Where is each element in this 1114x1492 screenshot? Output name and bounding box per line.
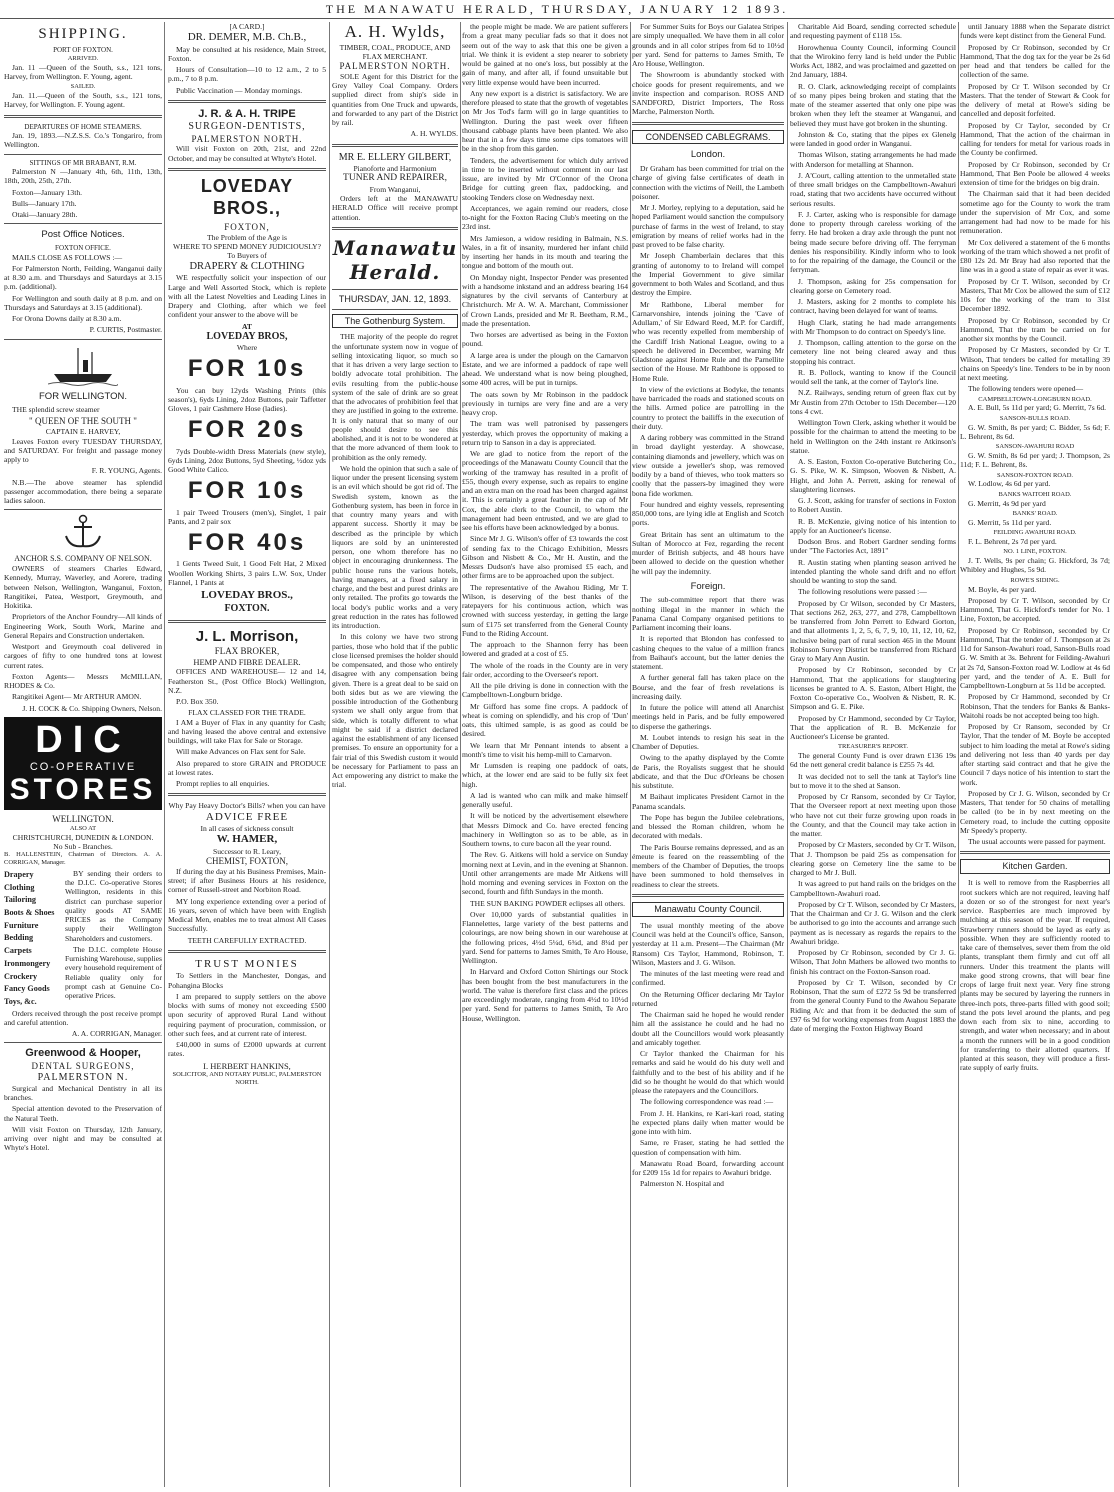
doctor-text: Hours of Consultation—10 to 12 a.m., 2 to 5 p.m., 7 to 8 p.m. xyxy=(168,65,326,84)
news-paragraph: The Paris Bourse remains depressed, and as an émeute is feared on the reassembling of the members of the Chamber of Deputies, the troops have been summoned to hold themselves in readiness to clear the streets. xyxy=(632,842,784,889)
greenwood-location: PALMERSTON N. xyxy=(37,1071,129,1083)
tender-heading: BANKS WAITOHI ROAD. xyxy=(998,490,1072,498)
post-office-sub: FOXTON OFFICE. xyxy=(55,244,111,253)
mails-heading: MAILS CLOSE AS FOLLOWS :— xyxy=(12,252,123,262)
loveday-to: To Buyers of xyxy=(227,251,267,261)
gothenburg-text: We hold the opinion that such a sale of liquor under the present licensing system is an evil which should be got rid of. The Swedish system, known as the Gothenburg system, has been in force in that country many years and with apparent success. Shortly it may be described as the principle by which liquors are sold by an uninterested person, one whom therefore has no object in encouraging drunkenness. The public house runs the various hotels, having managers, at a fixed salary in charge, and the best and purest drinks are only retailed. The profits go towards the local body's public works and a very great reduction in the rates has followed its introduction. xyxy=(332,463,458,631)
news-paragraph: Wellington Town Clerk, asking whether it would be possible for the chairman to attend the meeting to be held in Wellington on the 24th instant re Atkinson's statue. xyxy=(790,418,956,455)
hamer-chemist: CHEMIST, FOXTON, xyxy=(206,855,288,866)
news-paragraph: All the pile driving is done in connection with the Campbelltown-Longburn bridge. xyxy=(462,681,628,700)
gothenburg-text: In this colony we have two strong parties, those who hold that if the public close licensed premises the holder should be compensated, and those who entirely disagree with any compensation being given. There is a great deal to be said on both sides but as we are viewing the possible introduction of the Gothenburg system we shall only argue from that side, which is totally different to what might be said if a district declared against the establishment of any licensed premises. To ensure an opportunity for a fair trial of this Swedish custom it would be necessary for Parliament to pass an Act empowering any district to make the trial. xyxy=(332,632,458,790)
news-paragraph: A further general fall has taken place on the Bourse, and the fear of fresh revelations is increasing daily. xyxy=(632,673,784,701)
tender-item: G. W. Smith, 8s 6d per yard; J. Thompson, 2s 11d; F. L. Behrent, 8s. xyxy=(960,451,1110,470)
dic-advert xyxy=(4,869,162,1009)
morrison-text: Will make Advances on Flax sent for Sale. xyxy=(176,747,306,757)
news-paragraph: Proposed by Cr Ransom, seconded by Cr Taylor, That the Overseer report at next meeting upon those who have not cut their furze growing upon roads in the County, and that the Council may take action in the matter. xyxy=(790,792,956,839)
hamer-why: Why Pay Heavy Doctor's Bills? when you can have xyxy=(168,801,326,811)
dic-location: WELLINGTON. xyxy=(52,813,114,824)
news-paragraph: Acceptances, we again remind our readers, close to-night for the Foxton Racing Club's meeting on the 23rd inst. xyxy=(462,203,628,232)
dic-stores-banner xyxy=(4,717,162,810)
divider xyxy=(168,793,326,796)
hamer-successor: Successor to R. Leary, xyxy=(212,846,282,856)
divider xyxy=(168,620,326,623)
trust-text: £40,000 in sums of £2000 upwards at current rates. xyxy=(168,1040,326,1059)
mails-text: For Wellington and south daily at 8 p.m. and on Thursdays and Saturdays at 3.15 (additional). xyxy=(4,293,162,312)
dic-dept: Bedding xyxy=(4,933,34,943)
news-paragraph: Proposed by Cr Hammond, seconded by Cr Robinson, That the tenders for Banks & Banks-Waitohi roads be not accepted being too high. xyxy=(960,692,1110,720)
news-paragraph: R. O. Clark, acknowledging receipt of complaints of so many pipes being broken and stating that the mate of the steamer asserted that only one pipe was broken when they left the steamer at Wanganui, and believed they must have got broken in the shunting. xyxy=(790,81,956,128)
news-paragraph: Since Mr J. G. Wilson's offer of £3 towards the cost of sending fax to the Chicago Exhibition, Messrs Gibson and Nisbett & Co., Mr H. Austin, and the Messrs Dudson's have also promised £5 each, and other firms are to be approached upon the subject. xyxy=(462,534,628,581)
news-paragraph: The sub-committee report that there was nothing illegal in the manner in which the Panama Canal Company organised petitions to Parliament incoming their loans. xyxy=(632,595,784,633)
news-paragraph: N.Z. Railways, sending return of green flax cut by Mr Austin from 27th October to 15th December—120 tons 4 cwt. xyxy=(790,388,956,416)
news-paragraph: Proposed by Cr Ransom, seconded by Cr Taylor, That the tender of M. Boyle be accepted subject to him loading the metal at Rowe's siding and delivering not less than 40 yards per day after starting said contract and that he give the Council 7 days notice of his intention to start the work. xyxy=(960,722,1110,787)
tender-item: G. Merritt, 5s 11d per yard. xyxy=(968,517,1052,527)
tender-item: M. Boyle, 4s per yard. xyxy=(968,584,1037,594)
news-paragraph: Mr Lumsden is reaping one paddock of oats, which, at the lower end are said to be fully six feet high. xyxy=(462,761,628,789)
dic-orders: Orders received through the post receive prompt and careful attention. xyxy=(4,1008,162,1027)
divider xyxy=(632,894,784,897)
news-paragraph: Dodson Bros. and Robert Gardner sending forms under "The Factories Act, 1891" xyxy=(790,537,956,556)
trust-text: I am prepared to supply settlers on the above blocks with sums of money not exceeding £500 upon security of approved Rural Land without requiring payment of procuration, commission, or other such fees, and at current rate of interest. xyxy=(168,991,326,1038)
loveday-bros: LOVEDAY BROS, xyxy=(206,330,288,342)
tripe-text: Will visit Foxton on 20th, 21st, and 22nd October, and may be consulted at Whyte's Hotel. xyxy=(168,144,326,163)
news-paragraph: Proposed by Cr Robinson, seconded by Cr Hammond, That the dog tax for the year be 2s 6d per head and that tenders be called for the collection of the same. xyxy=(960,42,1110,80)
news-paragraph: On the Returning Officer declaring Mr Taylor returned xyxy=(632,989,784,1008)
tender-item: W. Lodlow, 4s 6d per yard. xyxy=(968,479,1051,489)
hamer-text: MY long experience extending over a period of 16 years, seven of which have been with English Medical Men, enables me to treat almost All Cases Successfully. xyxy=(168,896,326,934)
loveday-text: WE respectfully solicit your inspection of our Large and Well Assorted Stock, which is replete with all the Latest Novelties and Leading Lines in Drapery and Clothing, after which we feel confident your answer to the above will be xyxy=(168,273,326,320)
loveday-question: WHERE TO SPEND MONEY JUDICIOUSLY? xyxy=(172,242,322,252)
divider xyxy=(4,1042,162,1043)
news-paragraph: Two horses are advertised as being in the Foxton pound. xyxy=(462,330,628,349)
news-paragraph: M. Loubet intends to resign his seat in the Chamber of Deputies. xyxy=(632,732,784,752)
news-paragraph: Proposed by Cr Robinson, seconded by Cr Hammond, That Ben Poole be allowed 4 weeks extension of time for the bridges on big drain. xyxy=(960,159,1110,187)
doctor-text: May be consulted at his residence, Main Street, Foxton. xyxy=(168,44,326,63)
news-paragraph: Charitable Aid Board, sending corrected schedule and requesting payment of £118 15s. xyxy=(790,22,956,41)
news-paragraph: Proposed by Cr Wilson, seconded by Cr Masters, That sections 262, 263, 277, and 278, Campbelltown be transferred from John Perrett to Edward Gorton, and that allotments 1, 2, 5, 6, 7, 9, 10, 11, 12, 10, 62, inclusive being part of rural section 465 in the Mount Robinson Survey District be transferred from Richard Gray to Mary Ann Austin. xyxy=(790,598,956,663)
news-paragraph: The following resolutions were passed :— xyxy=(798,587,927,597)
offer-text: 7yds Double-width Dress Materials (new style), 6yds Lining, 2doz Buttons, 5yd Sheeting, ½doz yds Good White Calico. xyxy=(168,446,326,475)
news-paragraph: The minutes of the last meeting were read and confirmed. xyxy=(632,969,784,988)
dic-title: DIC xyxy=(35,718,131,761)
divider xyxy=(4,154,162,155)
news-paragraph: Any new export is a district is satisfactory. We are therefore pleased to state that the growth of vegetables on Mr Jos Tod's farm will go in large quantities to Wellington. During the past week over fifteen thousand cabbage plants have been planted. We also hear that in a few days time some cips tomatoes will be in the shop from this garden. xyxy=(462,88,628,154)
news-paragraph: For Summer Suits for Boys our Galatea Stripes are simply unequalled. We have them in all color grounds and in all color stripes from 6d to 10½d per yard. Send for patterns to James Smith, Te Aro House, Wellington. xyxy=(632,22,784,68)
dic-dept: Furniture xyxy=(4,920,39,930)
news-paragraph: Mrs Jamieson, a widow residing in Balmain, N.S. Wales, in a fit of insanity, murdered her infant child by inserting her hands in its mouth and tearing the tongue and bottom of the mouth out. xyxy=(462,233,628,271)
tender-heading: SANSON-FOXTON ROAD. xyxy=(996,471,1074,479)
news-paragraph: Manawatu Road Board, forwarding account for £209 15s 1d for repairs to Awahuri bridge. xyxy=(632,1158,784,1178)
news-paragraph: Proposed by Cr T. Wilson seconded by Cr Masters. That the tender of Stewart & Cook for the delivery of metal at Rowe's siding be cancelled and deposit forfeited. xyxy=(960,81,1110,119)
news-paragraph: A lad is wanted who can milk and make himself generally useful. xyxy=(462,790,628,809)
news-paragraph: Four hundred and eighty vessels, representing 850,000 tons, are lying idle at English and Scotch ports. xyxy=(632,499,784,528)
dic-manager: A. A. CORRIGAN, Manager. xyxy=(71,1029,162,1039)
arrived-text: Jan. 11 —Queen of the South, s.s., 121 tons, Harvey, from Wellington. F. Young, agent. xyxy=(4,62,162,81)
news-paragraph: Cr Taylor thanked the Chairman for his remarks and said he would do his duty well and faithfully and to the best of his ability and if he did so he thought he would do that which would please the ratepayers and the Councillors. xyxy=(632,1049,784,1096)
news-paragraph: F. J. Carter, asking who is responsible for damage done to property through careless working of the ferry. He had broken a dray axle through the punt not being made secure before driving off. The ferryman denies his responsibility. Kindly inform who to look to for the repairing of the damage, the Council or the ferryman. xyxy=(790,209,956,275)
gilbert-sub2: TUNER AND REPAIRER, xyxy=(343,173,447,184)
news-paragraph: The following tenders were opened— xyxy=(968,384,1084,394)
agent: F. R. YOUNG, Agents. xyxy=(91,466,162,476)
news-paragraph: It was agreed to put hand rails on the bridges on the Campbelltown-Awahuri road. xyxy=(790,879,956,898)
dic-dept: Clothing xyxy=(4,882,35,892)
offer-text: 1 pair Tweed Trousers (men's), Singlet, 1 pair Pants, and 2 pair sox xyxy=(168,507,326,526)
greenwood-text: Surgical and Mechanical Dentistry in all its branches. xyxy=(4,1083,162,1103)
advice-free: ADVICE FREE xyxy=(205,810,289,823)
departures-text: Jan. 19, 1893.—N.Z.S.S. Co.'s Tongariro, from Wellington. xyxy=(4,131,162,150)
news-paragraph: Proposed by Cr T. Wilson, seconded by Cr Masters, That the Chairman and Cr J. G. Wilson and the clerk be authorised to go into the accounts and arrange such payment as is necessary as regards the repairs to the Awahuri bridge. xyxy=(790,899,956,946)
news-paragraph: It was decided not to sell the tank at Taylor's line but to move it to the shed at Sanson. xyxy=(790,771,956,790)
loveday-at: AT xyxy=(242,321,252,331)
news-paragraph: The whole of the roads in the County are in very fair order, according to the Overseer's report. xyxy=(462,660,628,679)
newspaper-nameplate: Manawatu Herald. xyxy=(332,235,458,285)
loveday-where: Where xyxy=(236,343,258,353)
mails-text: For Orona Downs daily at 8.30 a.m. xyxy=(12,314,122,324)
divider xyxy=(4,339,162,340)
sittings-item: Bulls—January 17th. xyxy=(12,198,77,208)
news-paragraph: Mr Rathbone, Liberal member for Carnarvonshire, intends joining the 'Cave of Adullam,' of Sir Edward Reed, M.P. for Cardiff, who was recently expelled from membership of the Cardiff Irish National League, owing to a speech he delivered in December, warning Mr Gladstone against Home Rule and the Parnellite section of the House. Mr Rathbone is opposed to Home Rule. xyxy=(632,299,784,383)
county-council-heading: Manawatu County Council. xyxy=(632,902,784,917)
gothenburg-heading: The Gothenburg System. xyxy=(332,314,458,329)
news-paragraph: Proposed by Cr T. Wilson, seconded by Cr Robinson, That the sum of £272 5s 9d be transferred from the general County Fund to the Awahou Separate Riding A/c and that from it be deducted the sum of £97 6s 9d for working expenses from August 1883 the date of merging the Foxton Highway Board xyxy=(790,977,956,1034)
dateline: THURSDAY, JAN. 12, 1893. xyxy=(338,293,452,304)
column-2 xyxy=(168,22,326,1487)
divider xyxy=(168,100,326,103)
divider xyxy=(168,168,326,171)
port-heading: PORT OF FOXTON. xyxy=(53,46,113,55)
tender-item: F. L. Behrent, 2s 7d per yard. xyxy=(968,536,1057,546)
greenwood-hooper-heading: Greenwood & Hooper, xyxy=(25,1047,141,1060)
wylds-signature: A. H. WYLDS. xyxy=(410,129,458,139)
steamer-text: THE splendid screw steamer xyxy=(12,405,100,415)
news-paragraph: The approach to the Shannon ferry has been lowered and graded at a cost of £5. xyxy=(462,640,628,659)
news-paragraph: The usual accounts were passed for payment. xyxy=(968,837,1106,847)
postmaster: P. CURTIS, Postmaster. xyxy=(89,325,162,335)
divider xyxy=(332,309,458,310)
column-7 xyxy=(960,22,1110,1487)
news-paragraph: Over 10,000 yards of substantial qualities in Flannelettes, large variety of the best patterns and colourings, are now being shown in our warehouse at the following prices, 4½d 5¼d, 6¾d, and 8¼d per yard. Send for patterns to James Smith, Te Aro House, Wellington. xyxy=(462,909,628,965)
news-paragraph: Proposed by Cr Robinson, seconded by Cr Hammond, That the tender of J. Thompson at 2s 11d for Sanson-Awahuri road, Sanson-Bulls road G. W. Smith at 3s. Behrent for Feilding-Awahuri at 2s 7d, Sanson-Foxton road W. Lodlow at 4s 6d per yard, and the tender of A. E. Bull for Campbelltown-Longburn at 5s 11d be accepted. xyxy=(960,625,1110,691)
news-paragraph: Mr Cox delivered a statement of the 6 months working of the tram which showed a net profit of £80 12s 2d. Mr Bray had also reported that the line was in a good a state of repair as ever it was. xyxy=(960,237,1110,275)
news-paragraph: A daring robbery was committed in the Strand in broad daylight yesterday. A showcase, containing diamonds and jewellery, which was on view outside a jeweller's shop, was removed bodily by a band of thieves, who took matters so coolly that the passers-by imagined they were bona fide workmen. xyxy=(632,433,784,498)
news-paragraph: Owing to the apathy displayed by the Comte de Paris, the Royalists suggest that he should abdicate, and that the Duc d'Orleans be chosen his substitute. xyxy=(632,753,784,791)
mails-text: For Palmerston North, Feilding, Wanganui daily at 8.30 a.m. and Thursdays and Saturdays at 3.15 p.m. (additional). xyxy=(4,263,162,292)
news-paragraph: Proposed by Cr T. Wilson, seconded by Cr Hammond, That G. Hickford's tender for No. 1 Line, Foxton, be accepted. xyxy=(960,595,1110,624)
sailed-heading: SAILED. xyxy=(70,83,96,91)
tripe-sub: SURGEON-DENTISTS, xyxy=(188,121,306,133)
news-paragraph: Great Britain has sent an ultimatum to the Sultan of Morocco at Fez, regarding the recent murder of British subjects, and 48 hours have been allowed to decide on the question whether he will pay the indemnity. xyxy=(632,529,784,576)
london-heading: London. xyxy=(690,149,726,161)
dic-body xyxy=(62,869,162,1009)
news-paragraph: Proposed by Cr Taylor, seconded by Cr Hammond, That the action of the chairman in calling for tenders for metal for various roads in the County be confirmed. xyxy=(960,120,1110,158)
treasurer-heading: TREASURER'S REPORT. xyxy=(837,743,908,751)
news-paragraph: The oats sown by Mr Robinson in the paddock previously in turnips are very fine and are a very heavy crop. xyxy=(462,389,628,417)
news-paragraph: The tram was well patronised by passengers yesterday, which proves the opportunity of making a return trip to Sanson in a day is appreciated. xyxy=(462,419,628,447)
news-paragraph: The Chairman said he hoped he would render him all the assistance he could and he had no doubt all the Councillors would work pleasantly and amicably together. xyxy=(632,1010,784,1047)
tender-heading: CAMPBELLTOWN-LONGBURN ROAD. xyxy=(978,395,1092,403)
tender-heading: NO. 1 LINE, FOXTON. xyxy=(1003,548,1067,556)
steamer-name: " QUEEN OF THE SOUTH " xyxy=(29,416,137,427)
masthead: THE MANAWATU HERALD, THURSDAY, JANUARY 12 1893. xyxy=(0,2,1114,19)
wylds-sub: TIMBER, COAL, PRODUCE, AND FLAX MERCHANT. xyxy=(339,42,451,61)
column-5 xyxy=(632,22,784,1487)
tender-item: G. W. Smith, 8s per yard; C. Bidder, 5s 6d; F. L. Behrent, 8s 6d. xyxy=(960,422,1110,441)
card-label: [A CARD.] xyxy=(229,22,265,31)
news-paragraph: Horowhenua County Council, informing Council that the Wirokino ferry land is held under the Public Works Act, 1882, and was proclaimed and gazetted on 2nd January, 1884. xyxy=(790,42,956,80)
sailed-text: Jan. 11.—Queen of the South, s.s., 121 tons, Harvey, for Wellington. F. Young agent. xyxy=(4,91,162,110)
news-paragraph: Johnston & Co, stating that the pipes ex Glenelg were landed in good order in Wanganui. xyxy=(790,129,956,148)
news-paragraph: The following correspondence was read :— xyxy=(640,1097,774,1107)
loveday-problem: The Problem of the Age is xyxy=(207,232,287,242)
news-paragraph: Mr Joseph Chamberlain declares that this granting of autonomy to to Ireland will compel the Imperial Government to give similar government to both Wales and Scotland, and thus destroy the Empire. xyxy=(632,251,784,298)
loveday-footer-location: FOXTON. xyxy=(224,602,270,614)
dic-dept: Crockery xyxy=(4,971,38,981)
sittings-heading: SITTINGS OF MR BRABANT, R.M. xyxy=(29,158,137,167)
news-paragraph: In future the police will attend all Anarchist meetings held in Paris, and be fully empowered to disperse the gatherings. xyxy=(632,703,784,731)
divider xyxy=(332,227,458,230)
morrison-sub2: HEMP AND FIBRE DEALER. xyxy=(193,657,301,667)
gilbert-text: Orders left at the MANAWATU HERALD Office will receive prompt attention. xyxy=(332,194,458,222)
news-paragraph: THE SUN BAKING POWDER eclipses all others. xyxy=(470,898,626,908)
column-1 xyxy=(4,22,162,1487)
news-paragraph: Hugh Clark, stating he had made arrangements with Mr Thompson to do contract on Speedy's line. xyxy=(790,317,956,336)
gothenburg-text: THE majority of the people do regret the unfortunate system now in vogue of selling intoxicating liquor, so much so that it has driven a very large section to boldly advocate total prohibition. The evils resulting from the public-house system of the sale of drink are so great that the advocates of prohibition feel that they are justified in going to the extreme. It is only natural that so many of our people should desire to see this abolished, and it is not to be wondered at that the more advanced of them look to prohibition as the only remedy. xyxy=(332,332,458,462)
gilbert-sub: Pianoforte and Harmonium xyxy=(353,163,437,173)
news-paragraph: J. Masters, asking for 2 months to complete his contract, having been delayed for want of teams. xyxy=(790,297,956,316)
morrison-text: Also prepared to store GRAIN and PRODUCE at lowest rates. xyxy=(168,758,326,777)
tender-heading: SANSON-BULLS ROAD. xyxy=(999,414,1071,422)
dic-dept: Carpets xyxy=(4,946,32,956)
trust-text: To Settlers in the Manchester, Dongas, and Pohangina Blocks xyxy=(168,971,326,990)
tender-heading: FEILDING AWAHURI ROAD. xyxy=(993,529,1077,537)
news-paragraph: Proposed by Cr Robinson, seconded by Cr Hammond, That the applications for slaughtering licenses be granted to A. S. Easton, Albert Hight, the Foxton Co-operative Co., Woolven & Nisbett, R. K. Simpson and G. E. Pike. xyxy=(790,665,956,712)
divider xyxy=(4,223,162,224)
news-paragraph: We are glad to notice from the report of the proceedings of the Manawatu County Council that the working of the tramway has resulted in a profit of £55, though every expense, such as repairs to engine and an extra man on the road has been charged against it. This is certainly a great feather in the cap of Mr Cox, the able clerk to the Council, to whom the management had been entrusted, and we are glad to see his efforts have been acknowledged by a bonus. xyxy=(462,449,628,532)
offer-20s-heading: FOR 20s xyxy=(187,416,307,444)
morrison-offices: OFFICES AND WAREHOUSE— 12 and 14, Featherston St., (Post Office Block) Wellington, N.Z. xyxy=(168,667,326,695)
offer-text: You can buy 12yds Washing Prints (this season's), 6yds Lining, 2doz Buttons, pair Taffetter Gloves, 1 pair Cashmere Hose (ladies). xyxy=(168,385,326,414)
foreign-heading: Foreign. xyxy=(690,580,726,592)
news-paragraph: In view of the evictions at Bodyke, the tenants have barricaded the roads and stationed scouts on the hills. Armed police are patrolling in the country to protect the bailiffs in the execution of their duty. xyxy=(632,384,784,431)
column-rule xyxy=(630,22,631,1487)
anchor-icon xyxy=(60,514,106,550)
news-paragraph: Thomas Wilson, stating arrangements he had made with Anderson for metalling at Shannon. xyxy=(790,150,956,169)
loveday-drapery: DRAPERY & CLOTHING xyxy=(189,260,305,272)
tender-item: A. E. Bull, 5s 11d per yard; G. Merritt, 7s 6d. xyxy=(968,403,1107,413)
hamer-consult: In all cases of sickness consult xyxy=(200,824,294,834)
dic-dept: Ironmongery xyxy=(4,958,51,968)
dic-names: B. HALLENSTEIN, Chairman of Directors. A. A. CORRIGAN, Manager. xyxy=(4,851,162,866)
news-paragraph: It will be noticed by the advertisement elsewhere that Messrs Dimock and Co. have erected fencing machinery in Wellington so as to be able, as in Southern towns, to cure bacon all the year round. xyxy=(462,811,628,848)
news-paragraph: From J. H. Hankins, re Kari-kari road, stating he expected plans daily when matter would be gone into with him. xyxy=(632,1108,784,1137)
tripe-heading: J. R. & A. H. TRIPE xyxy=(198,107,296,120)
news-paragraph: Same, re Fraser, stating he had settled the question of compensation with him. xyxy=(632,1138,784,1157)
morrison-heading: J. L. Morrison, xyxy=(195,627,299,645)
morrison-box: P.O. Box 350. xyxy=(176,697,219,707)
dic-also: ALSO AT xyxy=(69,824,97,832)
dic-stores: STORES xyxy=(9,773,157,807)
greenwood-text: Special attention devoted to the Preservation of the Natural Teeth. xyxy=(4,1104,162,1123)
dic-departments xyxy=(4,869,62,1009)
loveday-heading: LOVEDAY BROS., xyxy=(200,175,294,218)
dic-text: The D.I.C. complete House Furnishing Warehouse, supplies every household requirement of Reliable quality only for prompt cash at Genuine Co-operative Prices. xyxy=(65,944,162,1001)
arrived-heading: ARRIVED. xyxy=(67,54,99,62)
dic-text: BY sending their orders to the D.I.C. Co-operative Stores Wellington, residents in this district can purchase superior quality goods AT SAME PRICES as the Company supply their Wellington Shareholders and customers. xyxy=(65,868,162,943)
news-paragraph: M Baihaut implicates President Carnot in the Panama scandals. xyxy=(632,792,784,811)
dic-dept: Toys, &c. xyxy=(4,996,37,1006)
news-paragraph: Proposed by Cr Robinson, seconded by Cr J. G. Wilson, That John Mathers be allowed two months to finish his contract on the Foxton-Sanson road. xyxy=(790,948,956,976)
news-paragraph: Proposed by Cr Masters, seconded by Cr T. Wilson, That tenders be called for metalling 39 chains on Speedy's line. Tenders to be in by noon at next meeting. xyxy=(960,345,1110,382)
gilbert-heading: MR E. ELLERY GILBERT, xyxy=(338,151,452,163)
offer-10s-heading-2: FOR 10s xyxy=(187,477,307,505)
departures-heading: DEPARTURES OF HOME STEAMERS. xyxy=(24,122,142,131)
morrison-flax: FLAX CLASSED FOR THE TRADE. xyxy=(188,708,306,718)
news-paragraph: J. Thompson, calling attention to the gorse on the cemetery line not being cleared away and thus stopping his contract. xyxy=(790,338,956,366)
news-paragraph: We learn that Mr Pennant intends to absent a month's time to visit his hemp-mill to Carnarvon. xyxy=(462,740,628,759)
divider xyxy=(332,144,458,147)
dic-dept: Drapery xyxy=(4,869,34,879)
divider xyxy=(960,851,1110,854)
dic-subtitle: CO-OPERATIVE xyxy=(29,760,137,773)
tripe-location: PALMERSTON NORTH. xyxy=(191,133,303,144)
column-rule xyxy=(958,22,959,1487)
morrison-text: I AM a Buyer of Flax in any quantity for Cash; and having leased the above central and extensive buildings, will take Flax for Sale or Storage. xyxy=(168,717,326,746)
greenwood-text: Will visit Foxton on Thursday, 12th January, arriving over night and may be consulted at Whyte's Hotel. xyxy=(4,1124,162,1153)
news-paragraph: The usual monthly meeting of the above Council was held at the Council's office, Sanson, yesterday at 11 a.m. Present—The Chairman (Mr Ransom) Crs Taylor, Hammond, Robinson, T. Wilson, Masters and J. G. Wilson. xyxy=(632,920,784,967)
column-3 xyxy=(332,22,458,1487)
wylds-text: SOLE Agent for this District for the Grey Valley Coal Company. Orders supplied direct from ship's side in quantities from One Truck and upwards, and forwarded to any part of the District by rail. xyxy=(332,71,458,128)
divider xyxy=(332,289,458,290)
news-paragraph: Proposed by Cr J. G. Wilson, seconded by Cr Masters, That tender for 50 chains of metalling be called (to be in by next meeting on the Cemetery road, to include the cutting opposite Mr Speedy's property. xyxy=(960,788,1110,835)
anchor-manager: J. H. COCK & Co. Shipping Owners, Nelson. xyxy=(22,703,162,713)
news-paragraph: R. B. Pollock, wanting to know if the Council would sell the tank, at the corner of Taylor's line. xyxy=(790,367,956,386)
news-paragraph: Mr Gifford has some fine crops. A paddock of wheat is coming on splendidly, and his crop of 'Dun' oats, this ultimed sample, is as good as could be desired. xyxy=(462,701,628,739)
news-paragraph: Proposed by Cr Hammond, seconded by Cr Taylor, That the application of R. B. McKenzie for Auctioneer's License be granted. xyxy=(790,713,956,741)
news-paragraph: The general County Fund is over drawn £136 19s 6d the nett general credit balance is £255 7s 4d. xyxy=(790,751,956,770)
dic-cities: CHRISTCHURCH, DUNEDIN & LONDON. xyxy=(12,832,154,842)
captain: CAPTAIN E. HARVEY, xyxy=(45,427,121,437)
wylds-location: PALMERSTON NORTH. xyxy=(339,61,451,72)
anchor-heading: ANCHOR S.S. COMPANY OF NELSON. xyxy=(14,554,152,564)
teeth-extracted: TEETH CAREFULLY EXTRACTED. xyxy=(187,935,307,945)
anchor-text: Proprietors of the Anchor Foundry—All kinds of Engineering Work, South Work, Marine and General Repairs and Construction undertaken. xyxy=(4,612,162,640)
dic-dept: Boots & Shoes xyxy=(4,908,55,918)
news-paragraph: Mr J. Morley, replying to a deputation, said he hoped Parliament would sanction the compulsory purchase of farms in the west of Ireland, to stay emigration by means of relief works had in the past proved to be false charity. xyxy=(632,203,784,250)
news-paragraph: Proposed by Cr Robinson, seconded by Cr Hammond, That the tram be carried on for another six months by the Council. xyxy=(960,315,1110,343)
news-paragraph: J. A'Court, calling attention to the unmetalled state of three small bridges on the Campbelltown-Awahuri road, stating that two accidents have occurred without serious results. xyxy=(790,170,956,208)
morrison-sub: FLAX BROKER, xyxy=(214,646,280,657)
divider xyxy=(168,950,326,953)
offer-text: 1 Gents Tweed Suit, 1 Good Felt Hat, 2 Mixed Woollen Working Shirts, 3 pairs L.W. Sox, Under Flannel, 1 Pants at xyxy=(168,559,326,587)
dic-branches: No Sub - Branches. xyxy=(53,841,113,851)
column-rule xyxy=(460,22,461,1487)
post-office-heading: Post Office Notices. xyxy=(41,229,125,241)
news-paragraph: A large area is under the plough on the Carnarvon Estate, and we are informed a paddock of rape well ahead. We understand what is now being ploughed, some 400 acres, will be put in turnips. xyxy=(462,350,628,388)
for-wellington-heading: FOR WELLINGTON. xyxy=(39,390,127,402)
news-paragraph: R. B. McKenzie, giving notice of his intention to apply for an Auctioneer's license. xyxy=(790,516,956,535)
morrison-text: Prompt replies to all enquiries. xyxy=(176,779,270,789)
news-paragraph: The Rev. G. Aitkens will hold a service on Sunday morning next at Levin, and in the evening at Shannon. Until other arrangements are made Mr Aitkens will hold morning and evening services in Foxton on the second, fourth and fifth Sundays in the month. xyxy=(462,850,628,897)
steamship-icon xyxy=(48,344,118,386)
news-paragraph: until January 1888 when the Separate district funds were kept distinct from the General Fund. xyxy=(960,22,1110,41)
hamer-name: W. HAMER, xyxy=(216,833,278,846)
news-paragraph: On Monday night, Inspector Pender was presented with a handsome inkstand and an address bearing 164 signatures by the civil servants of Canterbury at Christchurch. Mr A. W. A. Marchant, Commissioner of Crown Lands, presided and Mr R. Beetham, R.M., made the presentation. xyxy=(462,272,628,328)
anchor-agents: Foxton Agents— Messrs McMILLAN, RHODES & Co. xyxy=(4,671,162,691)
news-paragraph: The Showroom is abundantly stocked with choice goods for present requirements, and we invite inspection and comparison. ROSS AND SANDFORD, District Importers, The Ross Marche, Palmerston North. xyxy=(632,70,784,117)
news-paragraph: Palmerston N. Hospital and xyxy=(640,1179,724,1189)
anchor-text: Westport and Greymouth coal delivered in cargoes of fifty to one hundred tons at lowest current rates. xyxy=(4,642,162,670)
hamer-text: If during the day at his Business Premises, Main-street; if after Business Hours at his residence, corner of Russell-street and Norbiton Road. xyxy=(168,866,326,895)
tender-item: J. T. Wells, 9s per chain; G. Hickford, 3s 7d; Whibley and Hughes, 5s 9d. xyxy=(960,556,1110,575)
leaves-text: Leaves Foxton every TUESDAY THURSDAY, and SATURDAY. For freight and passage money apply to xyxy=(4,436,162,465)
nb-text: N.B.—The above steamer has splendid passenger accommodation, there being a separate ladies saloon. xyxy=(4,477,162,506)
dental-surgeons: DENTAL SURGEONS, xyxy=(31,1060,135,1071)
divider xyxy=(632,122,784,125)
kitchen-garden-heading: Kitchen Garden. xyxy=(960,859,1110,874)
offer-10s-heading: FOR 10s xyxy=(187,355,307,383)
anchor-agents: Rangitikei Agent— Mr ARTHUR AMON. xyxy=(12,692,142,702)
column-rule xyxy=(329,22,330,1487)
news-paragraph: It is reported that Blondon has confessed to cashing cheques to the value of a million francs from Baihaut's account, but the latter denies the statement. xyxy=(632,634,784,672)
news-paragraph: A. S. Easton, Foxton Co-operative Butchering Co., G. S. Pike, W. K. Simpson, Wooven & Nisbett, A. Hight, and John A. Perrett, asking for renewal of slaughtering licenses. xyxy=(790,457,956,494)
tender-item: G. Merritt, 4s 9d per yard xyxy=(968,498,1046,508)
tender-heading: BANKS' ROAD. xyxy=(1012,509,1058,517)
shipping-heading: SHIPPING. xyxy=(38,26,128,42)
hankins-name: I. HERBERT HANKINS, xyxy=(203,1060,291,1071)
news-paragraph: R. Austin stating when planting season arrived he intended planting the whole sand drift and no effort should be wanting to stop the sand. xyxy=(790,557,956,585)
sittings-item: Palmerston N —January 4th, 6th, 11th, 13th, 18th, 20th, 25th, 27th. xyxy=(4,167,162,186)
dic-dept: Tailoring xyxy=(4,895,37,905)
column-6 xyxy=(790,22,956,1487)
dic-dept: Fancy Goods xyxy=(4,984,50,994)
gilbert-from: From Wanganui, xyxy=(369,184,421,194)
news-paragraph: Proposed by Cr T. Wilson, seconded by Cr Masters, That Mr Cox be allowed the sum of £12 10s for the working of the tram to 31st December 1892. xyxy=(960,276,1110,314)
news-paragraph: the people might be made. We are patient sufferers from a great many peculiar fads so that it does not seem out of the way to ask that this one be given a trial. We think it is evident a step nearer to sobriety would be gained at no one's loss, but possibly at the gain of many, and after all, if found unsuitable but very little expense would have been incurred. xyxy=(462,22,628,87)
anchor-text: OWNERS of steamers Charles Edward, Kennedy, Murray, Waverley, and Aorere, trading between Nelson, Wellington, Wanganui, Foxton, Rangitikei, Patea, Westport, Greymouth, and Hokitika. xyxy=(4,564,162,611)
news-paragraph: Tenders, the advertisement for which duly arrived in time to be inserted without comment in our last issue, are invited by Mr O'Connor of the Orona Bridge for cutting green flax, paddocking, and stooking Tenders close on Wednesday next. xyxy=(462,155,628,202)
news-paragraph: The Pope has begun the Jubilee celebrations, and blessed the Roman children, whom he decorated with medals. xyxy=(632,812,784,841)
cablegrams-heading: CONDENSED CABLEGRAMS. xyxy=(632,130,784,145)
doctor-heading: DR. DEMER, M.B. Ch.B., xyxy=(187,31,307,44)
news-paragraph: The representative of the Awahou Riding, Mr T. Wilson, is deserving of the best thanks of the ratepayers for his continuous action, which was crowned with success yesterday, in getting the large sum of £175 set transferred from the General County Fund to the Riding Account. xyxy=(462,582,628,638)
sittings-item: Foxton—January 13th. xyxy=(12,187,83,197)
news-paragraph: G. J. Scott, asking for transfer of sections in Foxton to Robert Austin. xyxy=(790,496,956,515)
loveday-location: FOXTON, xyxy=(224,221,270,232)
news-paragraph: In Harvard and Oxford Cotton Shirtings our Stock has been bought from the best manufacturers in the world. The value is therefore first class and the prices are exceedingly moderate, ranging from 4½d to 10½d per yard. Send for patterns to James Smith, Te Aro House, Wellington. xyxy=(462,967,628,1023)
tender-heading: SANSON-AWAHURI ROAD xyxy=(995,443,1075,451)
column-4 xyxy=(462,22,628,1487)
offer-40s-heading: FOR 40s xyxy=(187,529,307,557)
news-paragraph: J. Thompson, asking for 25s compensation for clearing gorse on Cemetery road. xyxy=(790,276,956,295)
news-paragraph: Dr Graham has been committed for trial on the charge of giving false certificates of death in connection with the victims of Neill, the Lambeth poisoner. xyxy=(632,164,784,201)
news-paragraph: It is well to remove from the Raspberries all root suckers which are not required, leaving half a dozen or so of the strongest for next year's service. Raspberries are much improved by mulching at this season of the year. If required, Strawberry runners should be layed as early as possible. When they are sufficiently rooted to take care of themselves, sever them from the old plants, transplant them firmly and cut off all runners. Under this treatment the plants will make good strong crowns, that will bear fine crops of large fruit next year. Very fine strong plants may be secured by layering the runners in three-inch pots, three-parts filled with good soil; stand the pots level around the plants, and peg down each from six to nine, according to strength, and water when necessary; and in about a month the runners will be in a good condition for transferring to their allotted quarters. If planted at this season, they will produce a first-rate supply of early fruits. xyxy=(960,878,1110,1073)
hankins-title: SOLICITOR, AND NOTARY PUBLIC, PALMERSTON NORTH. xyxy=(172,1070,322,1086)
loveday-footer: LOVEDAY BROS., xyxy=(201,589,293,602)
column-rule xyxy=(787,22,788,1487)
divider xyxy=(4,115,162,118)
news-paragraph: Proposed by Cr Masters, seconded by Cr T. Wilson, That J. Thompson be paid 25s as compensation for clearing gorse on Cemetery line the same to be charged to Mr J. Bull. xyxy=(790,840,956,878)
tender-heading: ROWE'S SIDING. xyxy=(1010,576,1060,584)
column-rule xyxy=(164,22,165,1487)
doctor-text: Public Vaccination — Monday mornings. xyxy=(176,85,303,95)
sittings-item: Otaki—January 28th. xyxy=(12,210,78,220)
news-paragraph: The Chairman said that it had been decided sometime ago for the County to work the tram under the supervision of Mr Cox, and some arrangement had had now to be made for his remuneration. xyxy=(960,189,1110,236)
trust-monies-heading: TRUST MONIES xyxy=(195,957,299,970)
wylds-heading: A. H. Wylds, xyxy=(344,22,446,41)
divider xyxy=(4,509,162,510)
